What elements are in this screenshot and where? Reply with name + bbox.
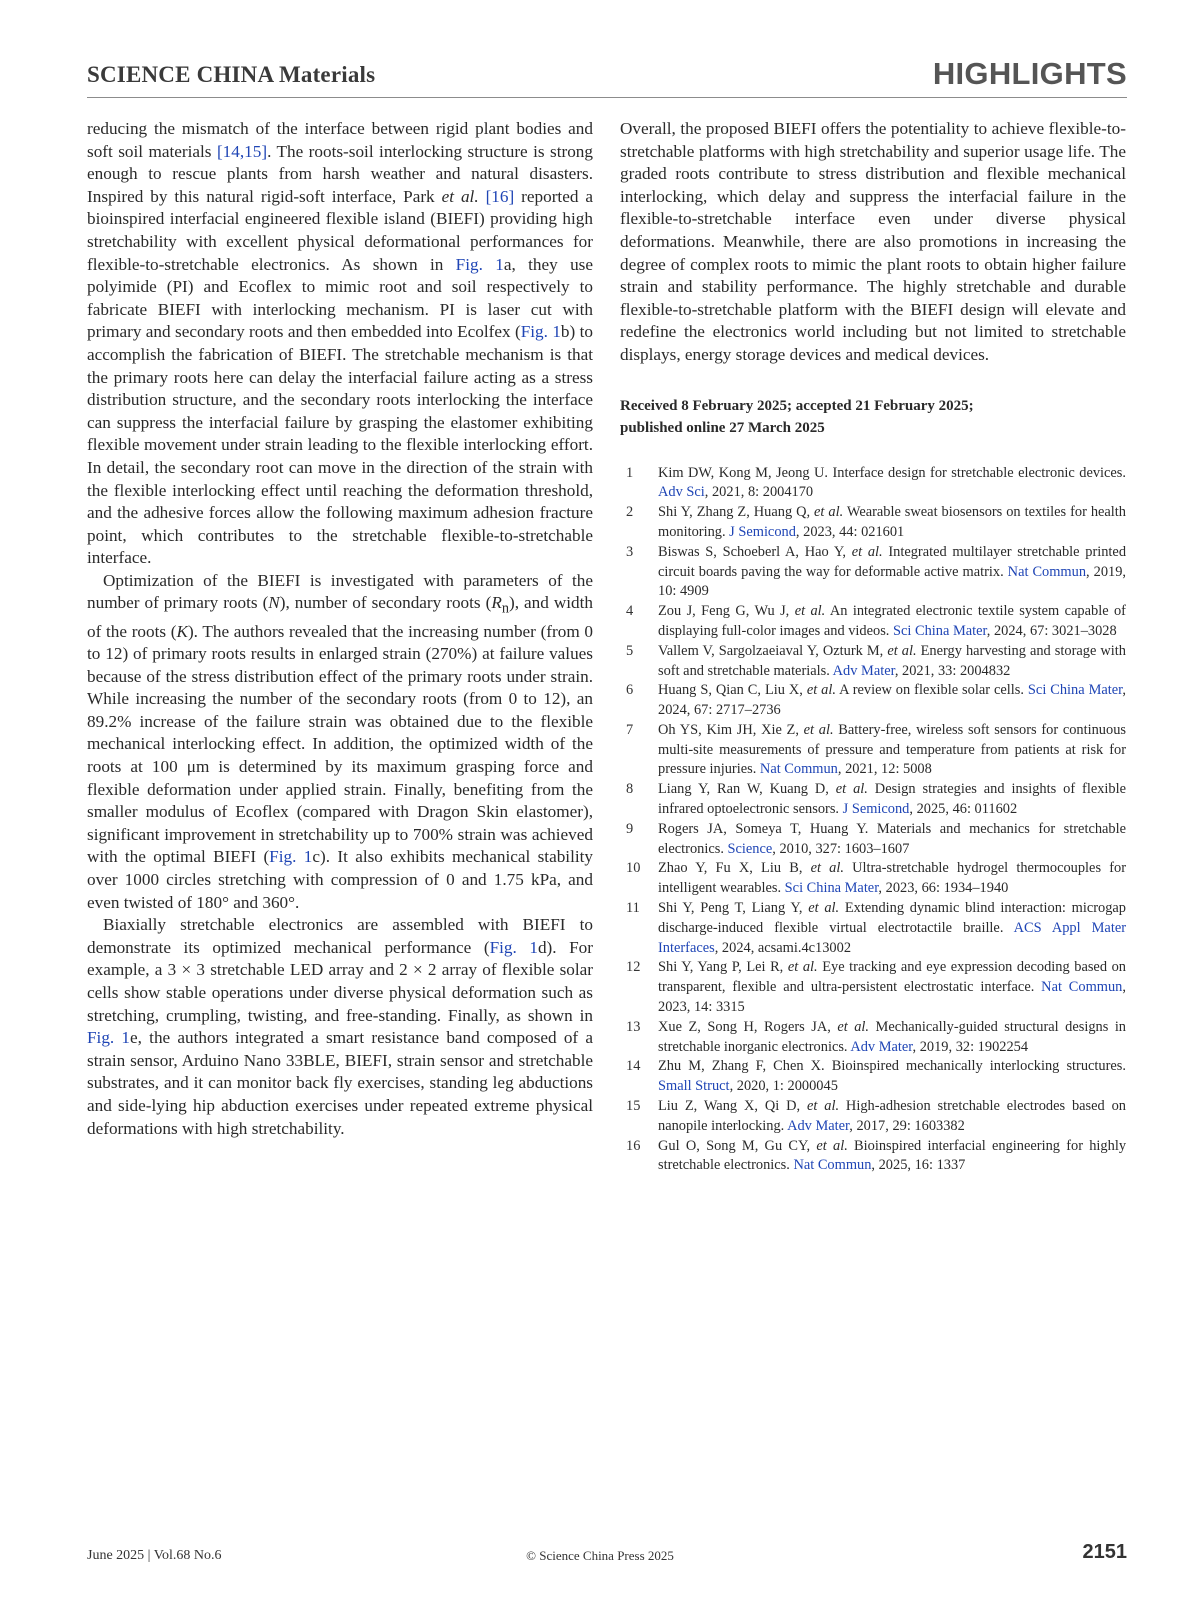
- citation-link[interactable]: Fig. 1: [489, 937, 538, 957]
- text-run: Optimization of the BIEFI is investigated with parameters of the number of primary roots (: [87, 570, 593, 613]
- text-run: , 2021, 12: 5008: [837, 761, 932, 778]
- reference-text: [658, 1057, 1126, 1097]
- citation-link[interactable]: Adv Mater: [850, 1038, 913, 1055]
- reference-item: [620, 820, 1126, 860]
- reference-text: [658, 1018, 1126, 1058]
- text-run: Ultra-stretchable hydrogel thermocouples for intelligent wearables.: [658, 860, 1126, 897]
- reference-text: [658, 721, 1126, 780]
- citation-link[interactable]: Nat Commun: [1007, 563, 1087, 580]
- text-run: Biswas S, Schoeberl A, Hao Y,: [658, 543, 852, 560]
- reference-item: [620, 1018, 1126, 1058]
- italic-text: et al.: [806, 1098, 840, 1115]
- text-run: Vallem V, Sargolzaeiaval Y, Ozturk M,: [658, 642, 888, 659]
- text-run: Mechanically-guided structural designs in stretchable inorganic electronics.: [658, 1018, 1127, 1055]
- italic-text: et al.: [787, 959, 818, 976]
- paragraph: [87, 570, 593, 914]
- text-run: Energy harvesting and storage with soft and stretchable materials.: [658, 642, 1126, 679]
- reference-number: 10: [626, 860, 641, 877]
- citation-link[interactable]: J Semicond: [729, 523, 796, 540]
- text-run: reducing the mismatch of the interface between rigid plant bodies and soft soil materials: [87, 119, 593, 161]
- footer-issue: June 2025 | Vol.68 No.6: [87, 1548, 222, 1563]
- reference-text: [658, 1137, 1126, 1177]
- reference-number: 1: [626, 464, 634, 481]
- citation-link[interactable]: ACS Appl Mater Interfaces: [658, 919, 1126, 956]
- text-run: a, they use polyimide (PI) and Ecoflex to mimic root and soil respectively to fabricate BIEFI with interlocking mechanism. PI is laser cut with primary and secondary roots and then embedded into Ecolfex (: [87, 254, 593, 342]
- reference-text: [658, 899, 1126, 958]
- text-run: b) to accomplish the fabrication of BIEFI. The stretchable mechanism is that the primary roots here can delay the interfacial failure acting as a stress distribution structure, and the secondary roots interlocking the interface can suppress the interfacial failure by grasping the elastomer exhibiting flexible movement under strain leading to the flexible interlocking effort. In detail, the secondary root can move in the direction of the strain with the flexible interlocking effect until reaching the deformation threshold, and the adhesive forces allow the following maximum adhesion fracture point, which contributes to the stretchable flexible-to-stretchable interface.: [87, 322, 593, 568]
- reference-number: 5: [626, 642, 634, 659]
- italic-text: et al.: [803, 721, 834, 738]
- reference-number: 9: [626, 820, 634, 837]
- journal-title: SCIENCE CHINA Materials: [87, 62, 376, 87]
- text-run: A review on flexible solar cells.: [835, 682, 1028, 699]
- header-divider: [87, 97, 1127, 98]
- text-run: Zou J, Feng G, Wu J,: [658, 603, 795, 620]
- citation-link[interactable]: Sci China Mater: [1027, 682, 1123, 699]
- reference-text: [658, 543, 1126, 602]
- page-number: 2151: [1082, 1541, 1127, 1563]
- text-run: , 2024, acsami.4c13002: [714, 939, 852, 956]
- text-run: Rogers JA, Someya T, Huang Y. Materials and mechanics for stretchable electronics.: [658, 820, 1126, 857]
- italic-text: et al.: [808, 900, 840, 917]
- text-run: d). For example, a 3 × 3 stretchable LED array and 2 × 2 array of flexible solar cells show stable operations under diverse physical deformation such as stretching, crumpling, twisting, and free-standing. Finally, as shown in: [87, 937, 593, 1025]
- reference-item: [620, 681, 1126, 721]
- reference-text: [658, 503, 1126, 543]
- reference-text: [658, 958, 1126, 1017]
- italic-text: et al.: [441, 186, 479, 206]
- text-run: Shi Y, Zhang Z, Huang Q,: [658, 504, 815, 521]
- text-run: ), and width of the roots (: [87, 593, 593, 641]
- reference-item: [620, 780, 1126, 820]
- text-run: Zhao Y, Fu X, Liu B,: [658, 860, 811, 877]
- reference-list: [620, 464, 1126, 1177]
- footer-copyright: © Science China Press 2025: [526, 1548, 674, 1563]
- italic-text: et al.: [810, 860, 844, 877]
- text-run: [479, 187, 486, 206]
- reference-number: 13: [626, 1018, 641, 1035]
- reference-item: [620, 1137, 1126, 1177]
- text-run: c). It also exhibits mechanical stability over 1000 circles stretching with compression of 0 and 1.75 kPa, and even twisted of 180° and 360°.: [87, 847, 593, 912]
- text-run: Huang S, Qian C, Liu X,: [658, 682, 807, 699]
- text-run: Kim DW, Kong M, Jeong U. Interface design for stretchable electronic devices.: [658, 464, 1126, 481]
- citation-link[interactable]: Fig. 1: [269, 847, 313, 867]
- italic-text: N: [268, 593, 280, 613]
- reference-item: [620, 1057, 1126, 1097]
- reference-text: [658, 780, 1126, 820]
- paragraph: [87, 118, 593, 570]
- citation-link[interactable]: Adv Mater: [787, 1117, 850, 1134]
- citation-link[interactable]: Sci China Mater: [784, 880, 879, 897]
- reference-text: [658, 642, 1126, 682]
- citation-link[interactable]: Adv Mater: [832, 662, 895, 679]
- text-run: Shi Y, Yang P, Lei R,: [658, 959, 788, 976]
- italic-text: et al.: [837, 1018, 870, 1035]
- citation-link[interactable]: [14,15]: [216, 141, 268, 161]
- paragraph: [620, 118, 1126, 367]
- citation-link[interactable]: Nat Commun: [1041, 979, 1123, 996]
- text-run: Battery-free, wireless soft sensors for continuous multi-site measurements of pressure and temperature from patients at risk for pressure injuries.: [658, 721, 1126, 778]
- italic-text: K: [176, 621, 188, 641]
- text-run: , 2024, 67: 2717–2736: [658, 682, 1126, 719]
- paragraph: [87, 914, 593, 1140]
- reference-item: [620, 1097, 1126, 1137]
- reference-number: 3: [626, 543, 634, 560]
- text-run: ). The authors revealed that the increasing number (from 0 to 12) of primary roots results in enlarged strain (270%) at failure values because of the stress distribution effect of the primary roots under strain. While increasing the number of the secondary roots (from 0 to 12), an 89.2% increase of the failure strain was obtained due to the flexible mechanical interlocking effect. In addition, the optimized width of the roots at 100 μm is determined by its maximum grasping force and flexible deformation under applied strain. Finally, benefiting from the smaller modulus of Ecoflex (compared with Dragon Skin elastomer), significant improvement in stretchability up to 700% strain was achieved with the optimal BIEFI (: [87, 621, 593, 867]
- reference-number: 15: [626, 1098, 641, 1115]
- reference-item: [620, 464, 1126, 504]
- published-line: published online 27 March 2025: [620, 419, 825, 436]
- text-run: e, the authors integrated a smart resistance band composed of a strain sensor, Arduino Nano 33BLE, BIEFI, strain sensor and stretchable substrates, and it can monitor back fly exercises, standing leg abductions and side-lying hip abduction exercises under repeated extreme physical deformations with high stretchability.: [87, 1028, 593, 1138]
- text-run: An integrated electronic textile system capable of displaying full-color images and videos.: [658, 603, 1126, 639]
- reference-item: [620, 543, 1126, 602]
- text-run: , 2019, 32: 1902254: [912, 1038, 1029, 1055]
- text-run: Design strategies and insights of flexible infrared optoelectronic sensors.: [658, 781, 1126, 818]
- received-dates: [620, 395, 1126, 439]
- text-run: Zhu M, Zhang F, Chen X. Bioinspired mechanically interlocking structures.: [658, 1058, 1126, 1075]
- reference-number: 12: [626, 959, 641, 976]
- citation-link[interactable]: [16]: [485, 186, 515, 206]
- text-run: Integrated multilayer stretchable printed circuit boards paving the way for deformable active matrix.: [658, 543, 1127, 580]
- citation-link[interactable]: Nat Commun: [793, 1157, 872, 1174]
- reference-item: [620, 721, 1126, 780]
- text-run: , 2025, 16: 1337: [871, 1157, 966, 1174]
- text-run: High-adhesion stretchable electrodes based on nanopile interlocking.: [658, 1098, 1126, 1134]
- text-run: , 2023, 66: 1934–1940: [878, 880, 1009, 897]
- text-run: reported a bioinspired interfacial engineered flexible island (BIEFI) providing high stretchability with excellent physical deformational performances for flexible-to-stretchable electronics. As shown in: [87, 186, 594, 274]
- text-run: Liang Y, Ran W, Kuang D,: [658, 781, 836, 798]
- text-run: Biaxially stretchable electronics are assembled with BIEFI to demonstrate its optimized mechanical performance (: [87, 915, 593, 957]
- reference-text: [658, 602, 1126, 642]
- text-run: . The roots-soil interlocking structure is strong enough to rescue plants from harsh weather and natural disasters. Inspired by this natural rigid-soft interface, Park: [87, 141, 593, 206]
- text-run: Eye tracking and eye expression decoding based on transparent, flexible and ultra-persistent electrostatic interface.: [658, 959, 1126, 996]
- text-run: , 2023, 44: 021601: [795, 523, 905, 540]
- reference-item: [620, 859, 1126, 899]
- italic-text: et al.: [851, 543, 883, 560]
- text-run: Shi Y, Peng T, Liang Y,: [658, 900, 809, 917]
- text-run: , 2017, 29: 1603382: [849, 1117, 965, 1134]
- text-run: ), number of secondary roots (: [279, 593, 492, 613]
- text-run: , 2021, 33: 2004832: [894, 662, 1011, 679]
- reference-number: 4: [626, 603, 634, 620]
- citation-link[interactable]: Science: [727, 840, 773, 857]
- reference-item: [620, 958, 1126, 1017]
- text-run: Oh YS, Kim JH, Xie Z,: [658, 721, 804, 738]
- text-run: Extending dynamic blind interaction: microgap discharge-induced flexible virtual electrotactile braille.: [658, 900, 1127, 936]
- citation-link[interactable]: Nat Commun: [759, 761, 838, 778]
- text-run: , 2010, 327: 1603–1607: [772, 840, 910, 857]
- italic-text: R: [491, 593, 502, 613]
- italic-text: et al.: [806, 682, 836, 699]
- italic-text: et al.: [816, 1137, 848, 1154]
- text-run: Liu Z, Wang X, Qi D,: [658, 1098, 807, 1115]
- reference-number: 11: [626, 900, 640, 917]
- reference-number: 8: [626, 781, 634, 798]
- italic-text: et al.: [887, 642, 917, 659]
- reference-item: [620, 642, 1126, 682]
- text-run: , 2025, 46: 011602: [909, 801, 1018, 818]
- subscript-text: n: [501, 600, 510, 617]
- text-run: Gul O, Song M, Gu CY,: [658, 1137, 817, 1154]
- citation-link[interactable]: Adv Sci: [658, 484, 705, 501]
- reference-text: [658, 464, 1126, 504]
- reference-item: [620, 602, 1126, 642]
- italic-text: et al.: [794, 603, 826, 620]
- citation-link[interactable]: Fig. 1: [455, 254, 504, 274]
- italic-text: et al.: [835, 781, 868, 798]
- text-run: Wearable sweat biosensors on textiles for health monitoring.: [658, 504, 1127, 540]
- reference-text: [658, 820, 1126, 860]
- citation-link[interactable]: J Semicond: [842, 801, 910, 818]
- reference-item: [620, 503, 1126, 543]
- reference-text: [658, 1097, 1126, 1137]
- reference-text: [658, 859, 1126, 899]
- text-run: Bioinspired interfacial engineering for highly stretchable electronics.: [658, 1137, 1127, 1174]
- reference-text: [658, 681, 1126, 721]
- section-label: HIGHLIGHTS: [932, 56, 1127, 91]
- reference-number: 6: [626, 682, 634, 699]
- text-run: , 2024, 67: 3021–3028: [986, 622, 1117, 639]
- left-column: [87, 118, 593, 1140]
- text-run: , 2023, 14: 3315: [658, 979, 1126, 1016]
- citation-link[interactable]: Small Struct: [658, 1078, 730, 1095]
- reference-number: 16: [626, 1137, 641, 1154]
- text-run: , 2021, 8: 2004170: [704, 484, 814, 501]
- reference-number: 7: [626, 721, 634, 738]
- text-run: Overall, the proposed BIEFI offers the potentiality to achieve flexible-to-stretchable platforms with high stretchability and superior usage life. The graded roots contribute to stress distribution and flexible mechanical interlocking, which delay and suppress the interfacial failure in the flexible-to-stretchable interface even under diverse physical deformations. Meanwhile, there are also promotions in increasing the degree of complex roots to mimic the plant roots to obtain higher failure strain and stability performance. The highly stretchable and durable flexible-to-stretchable platform with the BIEFI design will elevate and redefine the electronics world including but not limited to stretchable displays, energy storage devices and medical devices.: [620, 119, 1126, 364]
- italic-text: et al.: [814, 504, 844, 521]
- text-run: , 2019, 10: 4909: [658, 563, 1127, 600]
- right-column: [620, 118, 1126, 1176]
- reference-item: [620, 899, 1126, 958]
- citation-link[interactable]: Sci China Mater: [893, 622, 987, 639]
- citation-link[interactable]: Fig. 1: [87, 1028, 131, 1048]
- received-line: Received 8 February 2025; accepted 21 February 2025;: [620, 397, 974, 414]
- reference-number: 14: [626, 1058, 641, 1075]
- reference-number: 2: [626, 504, 634, 521]
- citation-link[interactable]: Fig. 1: [520, 322, 561, 342]
- text-run: , 2020, 1: 2000045: [729, 1078, 838, 1095]
- text-run: Xue Z, Song H, Rogers JA,: [658, 1018, 838, 1035]
